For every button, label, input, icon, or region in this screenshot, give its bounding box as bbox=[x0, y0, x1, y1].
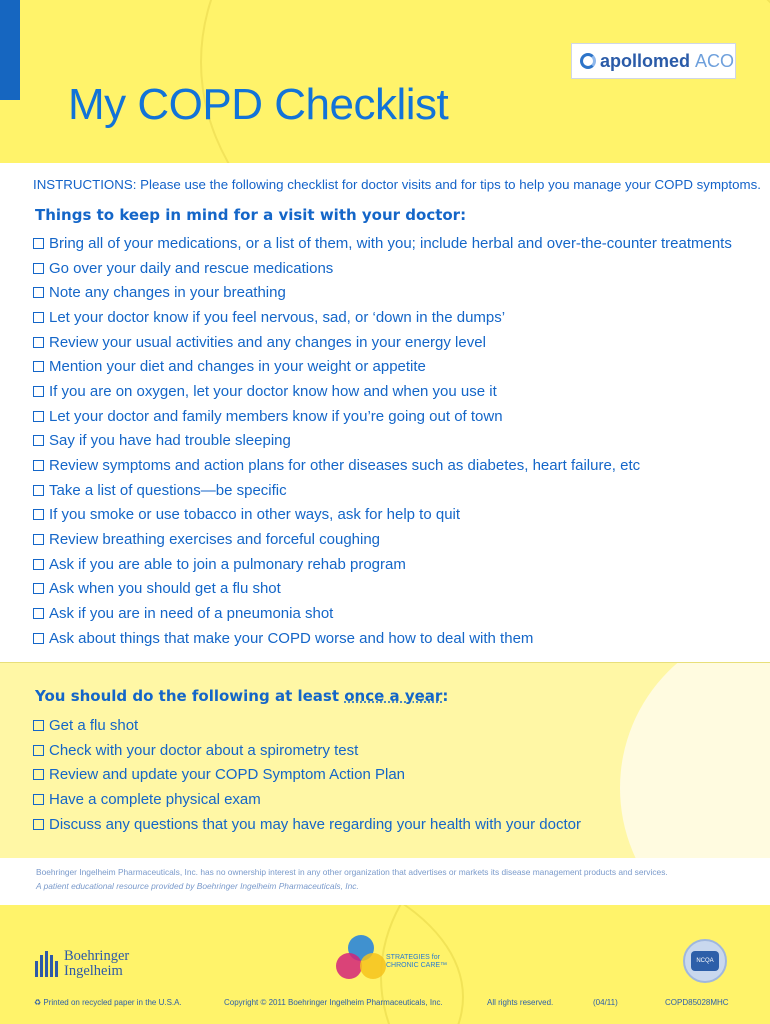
checklist-item bbox=[33, 503, 732, 528]
ncqa-label: NCQA bbox=[691, 951, 719, 971]
checkbox-icon[interactable] bbox=[33, 435, 44, 446]
checklist-item-label: Go over your daily and rescue medications bbox=[49, 259, 334, 277]
checkbox-icon[interactable] bbox=[33, 312, 44, 323]
checkbox-icon[interactable] bbox=[33, 287, 44, 298]
checklist-item-label: If you are on oxygen, let your doctor know how and when you use it bbox=[49, 382, 497, 400]
checklist-item bbox=[33, 577, 732, 602]
visit-checklist bbox=[33, 231, 732, 651]
checklist-item bbox=[33, 552, 732, 577]
checklist-item-label: Ask when you should get a flu shot bbox=[49, 580, 281, 598]
checklist-item bbox=[33, 478, 732, 503]
checklist-item bbox=[33, 330, 732, 355]
footer-band bbox=[0, 905, 770, 1024]
checklist-item-label: Take a list of questions—be specific bbox=[49, 481, 287, 499]
logo-suffix-text: ACO bbox=[695, 50, 735, 71]
checklist-item-label: Review your usual activities and any changes in your energy level bbox=[49, 333, 486, 351]
checklist-item bbox=[33, 404, 732, 429]
checklist-item-label: Let your doctor know if you feel nervous, sad, or ‘down in the dumps’ bbox=[49, 308, 506, 326]
panel-bubble-decoration bbox=[620, 663, 770, 858]
logo-main-text: apollomed bbox=[600, 50, 691, 71]
checklist-item-label: Ask about things that make your COPD worse and how to deal with them bbox=[49, 629, 534, 647]
disclaimer-ownership: Boehringer Ingelheim Pharmaceuticals, Inc. has no ownership interest in any other organization that advertises or markets its disease management products and services. bbox=[36, 867, 668, 877]
checklist-item bbox=[33, 713, 581, 738]
yearly-heading-text: You should do the following at least bbox=[35, 687, 345, 705]
strategies-chronic-care-text bbox=[386, 954, 447, 970]
checkbox-icon[interactable] bbox=[33, 608, 44, 619]
checklist-item-label: Say if you have had trouble sleeping bbox=[49, 432, 291, 450]
checklist-item bbox=[33, 762, 581, 787]
checklist-item-label: Discuss any questions that you may have regarding your health with your doctor bbox=[49, 815, 581, 833]
checklist-item-label: Ask if you are able to join a pulmonary rehab program bbox=[49, 555, 406, 573]
yearly-heading-colon: : bbox=[442, 687, 449, 705]
page-title: My COPD Checklist bbox=[68, 80, 449, 129]
checklist-item-label: Note any changes in your breathing bbox=[49, 284, 286, 302]
checkbox-icon[interactable] bbox=[33, 769, 44, 780]
checkbox-icon[interactable] bbox=[33, 633, 44, 644]
checklist-item bbox=[33, 305, 732, 330]
checklist-item bbox=[33, 453, 732, 478]
instructions-text: INSTRUCTIONS: Please use the following checklist for doctor visits and for tips to help you manage your COPD symptoms. bbox=[33, 177, 761, 192]
boehringer-ingelheim-logo bbox=[35, 949, 129, 979]
yearly-checklist bbox=[33, 713, 581, 836]
apollomed-logo-icon bbox=[580, 53, 596, 69]
checklist-item bbox=[33, 527, 732, 552]
checklist-item-label: If you smoke or use tobacco in other ways, ask for help to quit bbox=[49, 506, 461, 524]
checklist-item-label: Get a flu shot bbox=[49, 716, 139, 734]
disclaimer-provider: A patient educational resource provided by Boehringer Ingelheim Pharmaceuticals, Inc. bbox=[36, 881, 359, 891]
bi-line1: Boehringer bbox=[64, 948, 130, 964]
yearly-heading-emphasis: once a year bbox=[344, 687, 443, 705]
checklist-item bbox=[33, 626, 732, 651]
checklist-item-label: Let your doctor and family members know if you’re going out of town bbox=[49, 407, 503, 425]
checkbox-icon[interactable] bbox=[33, 411, 44, 422]
checkbox-icon[interactable] bbox=[33, 509, 44, 520]
document-code: COPD85028MHC bbox=[665, 998, 729, 1007]
checklist-item-label: Bring all of your medications, or a list of them, with you; include herbal and over-the-counter treatments bbox=[49, 234, 732, 252]
checklist-item bbox=[33, 354, 732, 379]
checkbox-icon[interactable] bbox=[33, 386, 44, 397]
checkbox-icon[interactable] bbox=[33, 534, 44, 545]
checklist-item bbox=[33, 812, 581, 837]
bi-line2: Ingelheim bbox=[64, 963, 123, 979]
checklist-item bbox=[33, 379, 732, 404]
strategies-venn-icon bbox=[336, 935, 386, 981]
checkbox-icon[interactable] bbox=[33, 485, 44, 496]
checklist-item-label: Ask if you are in need of a pneumonia shot bbox=[49, 605, 334, 623]
checkbox-icon[interactable] bbox=[33, 460, 44, 471]
checkbox-icon[interactable] bbox=[33, 337, 44, 348]
checkbox-icon[interactable] bbox=[33, 238, 44, 249]
checklist-item-label: Check with your doctor about a spirometry test bbox=[49, 741, 359, 759]
yearly-section-heading bbox=[35, 687, 448, 705]
checklist-item-label: Mention your diet and changes in your weight or appetite bbox=[49, 358, 426, 376]
checklist-item-label: Review symptoms and action plans for other diseases such as diabetes, heart failure, etc bbox=[49, 457, 641, 475]
logo-text bbox=[600, 51, 734, 72]
checkbox-icon[interactable] bbox=[33, 559, 44, 570]
recycled-note: ♻ Printed on recycled paper in the U.S.A. bbox=[34, 998, 182, 1007]
checklist-item bbox=[33, 601, 732, 626]
scc-line2: CHRONIC CARE™ bbox=[386, 962, 448, 969]
date-code: (04/11) bbox=[593, 998, 618, 1007]
checkbox-icon[interactable] bbox=[33, 745, 44, 756]
checklist-item bbox=[33, 429, 732, 454]
apollomed-aco-logo bbox=[571, 43, 736, 79]
boehringer-building-icon bbox=[35, 951, 59, 977]
ncqa-seal-icon bbox=[683, 939, 727, 983]
checklist-item bbox=[33, 787, 581, 812]
checkbox-icon[interactable] bbox=[33, 583, 44, 594]
checkbox-icon[interactable] bbox=[33, 720, 44, 731]
scc-line1: STRATEGIES for bbox=[386, 954, 440, 961]
visit-section-heading: Things to keep in mind for a visit with your doctor: bbox=[35, 206, 467, 224]
checkbox-icon[interactable] bbox=[33, 263, 44, 274]
rights-text: All rights reserved. bbox=[487, 998, 554, 1007]
checklist-item bbox=[33, 256, 732, 281]
boehringer-logo-text bbox=[64, 949, 129, 979]
checklist-item-label: Review breathing exercises and forceful coughing bbox=[49, 531, 381, 549]
checklist-item bbox=[33, 738, 581, 763]
checklist-item-label: Have a complete physical exam bbox=[49, 790, 261, 808]
checkbox-icon[interactable] bbox=[33, 794, 44, 805]
checklist-item-label: Review and update your COPD Symptom Action Plan bbox=[49, 766, 406, 784]
checklist-item bbox=[33, 280, 732, 305]
checklist-item bbox=[33, 231, 732, 256]
copyright-text: Copyright © 2011 Boehringer Ingelheim Pharmaceuticals, Inc. bbox=[224, 998, 443, 1007]
checkbox-icon[interactable] bbox=[33, 361, 44, 372]
checkbox-icon[interactable] bbox=[33, 819, 44, 830]
